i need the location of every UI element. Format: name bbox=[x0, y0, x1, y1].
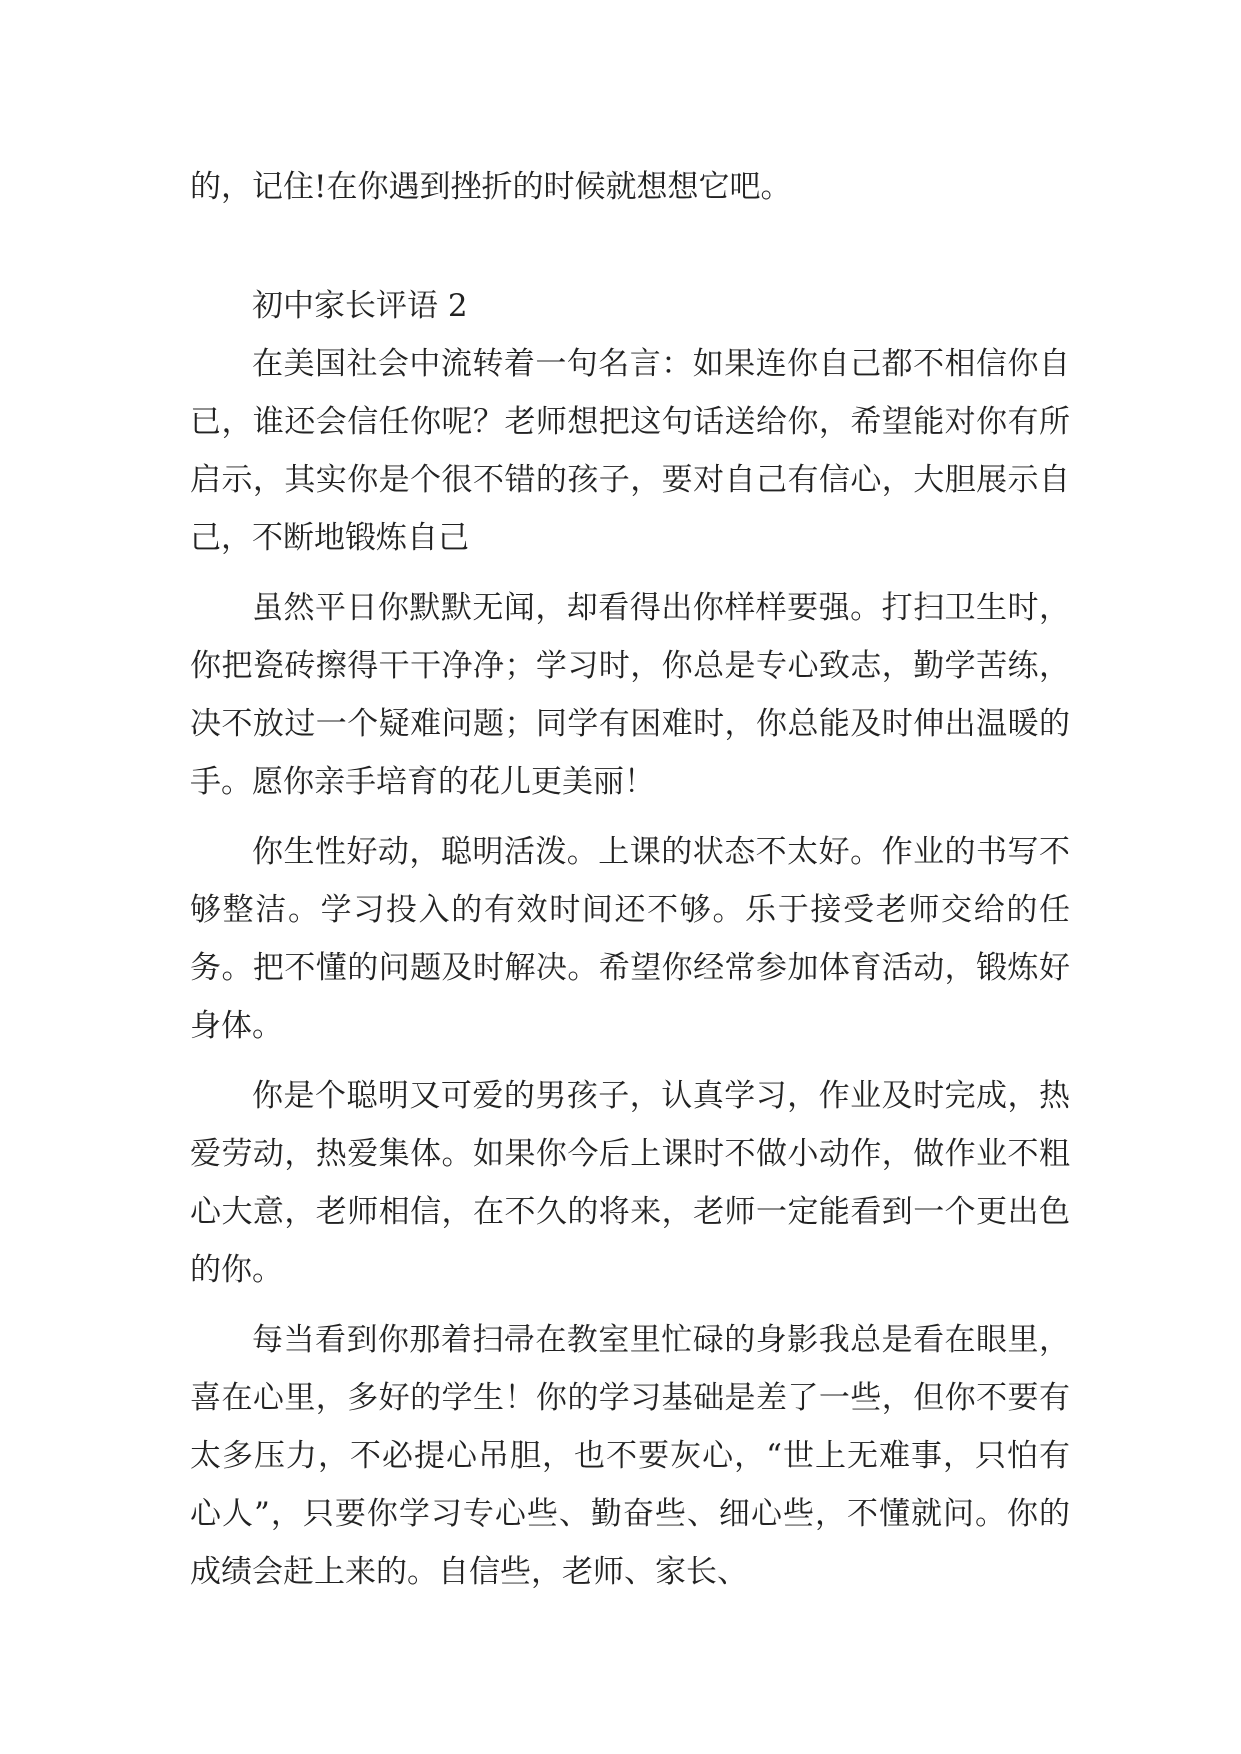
paragraph-1: 在美国社会中流转着一句名言：如果连你自己都不相信你自已，谁还会信任你呢？老师想把这句话送给你，希望能对你有所启示，其实你是个很不错的孩子，要对自己有信心，大胆展示自己，不断地锻炼自己 bbox=[190, 346, 1070, 556]
section-title: 初中家长评语 2 bbox=[252, 288, 468, 324]
paragraph-4: 你是个聪明又可爱的男孩子，认真学习，作业及时完成，热爱劳动，热爱集体。如果你今后上课时不做小动作，做作业不粗心大意，老师相信，在不久的将来，老师一定能看到一个更出色的你。 bbox=[190, 1078, 1070, 1288]
paragraph-5: 每当看到你那着扫帚在教室里忙碌的身影我总是看在眼里，喜在心里，多好的学生！你的学习基础是差了一些，但你不要有太多压力，不必提心吊胆，也不要灰心，“世上无难事，只怕有心人”，只要你学习专心些、勤奋些、细心些，不懂就问。你的成绩会赶上来的。自信些，老师、家长、 bbox=[190, 1322, 1070, 1590]
lead-paragraph bbox=[190, 158, 1070, 216]
document-body bbox=[190, 277, 1070, 1601]
lead-text: 的，记住!在你遇到挫折的时候就想想它吧。 bbox=[190, 169, 792, 205]
paragraph-3: 你生性好动，聪明活泼。上课的状态不太好。作业的书写不够整洁。学习投入的有效时间还不够。乐于接受老师交给的任务。把不懂的问题及时解决。希望你经常参加体育活动，锻炼好身体。 bbox=[190, 834, 1070, 1044]
paragraph-2: 虽然平日你默默无闻，却看得出你样样要强。打扫卫生时，你把瓷砖擦得干干净净；学习时，你总是专心致志，勤学苦练，决不放过一个疑难问题；同学有困难时，你总能及时伸出温暖的手。愿你亲手培育的花儿更美丽！ bbox=[190, 590, 1070, 800]
